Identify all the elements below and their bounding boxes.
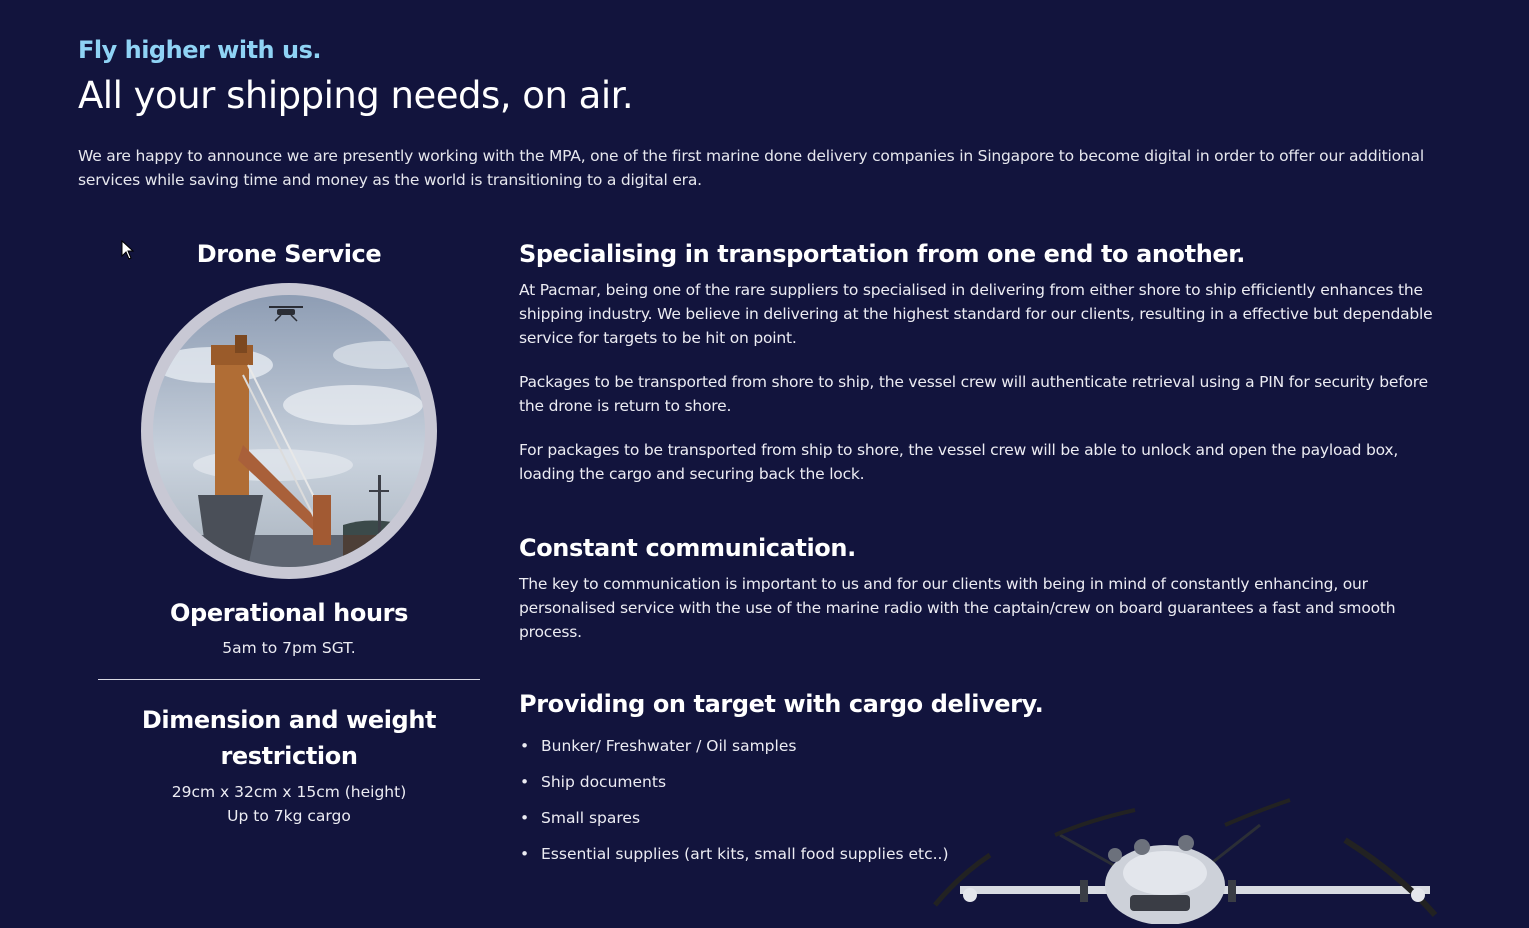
list-item-label: Essential supplies (art kits, small food supplies etc..): [541, 845, 949, 863]
transport-paragraph: For packages to be transported from ship to shore, the vessel crew will be able to unlock and open the payload box, loading the cargo and securing back the lock.: [519, 441, 1399, 483]
communication-paragraph: The key to communication is important to us and for our clients with being in mind of constantly enhancing, our personalised service with the use of the marine radio with the captain/crew on board guarantees a fast and smooth process.: [519, 575, 1396, 641]
transport-section-title: Specialising in transportation from one end to another.: [519, 240, 1246, 268]
transport-paragraph: At Pacmar, being one of the rare suppliers to specialised in delivering from either shore to ship efficiently enhances the shipping industry. We believe in delivering at the highest standard for our clients, resulting in a effective but dependable service for targets to be hit on point.: [519, 281, 1433, 347]
list-item-label: Ship documents: [541, 773, 667, 791]
list-item-label: Bunker/ Freshwater / Oil samples: [541, 737, 797, 755]
services-content: [519, 240, 1444, 878]
drone-service-panel: [98, 240, 480, 828]
drone-service-image-frame: [141, 283, 437, 579]
bullet: •: [520, 773, 530, 791]
tagline: Fly higher with us.: [78, 36, 321, 64]
weight-value: Up to 7kg cargo: [227, 807, 351, 825]
dimension-value: 29cm x 32cm x 15cm (height): [171, 783, 407, 801]
divider: [98, 679, 480, 680]
bullet: •: [520, 845, 530, 863]
drone-image: [930, 795, 1450, 924]
cargo-section-title: Providing on target with cargo delivery.: [519, 690, 1044, 718]
operational-hours-value: 5am to 7pm SGT.: [222, 639, 356, 657]
drone-service-title: Drone Service: [196, 240, 382, 268]
bullet: •: [520, 737, 530, 755]
list-item: [519, 770, 1444, 794]
transport-paragraph: Packages to be transported from shore to ship, the vessel crew will authenticate retrieval using a PIN for security before the drone is return to shore.: [519, 373, 1428, 415]
bullet: •: [520, 809, 530, 827]
page-headline: All your shipping needs, on air.: [78, 74, 634, 117]
communication-section-title: Constant communication.: [519, 534, 856, 562]
list-item-label: Small spares: [541, 809, 641, 827]
intro-paragraph: We are happy to announce we are presently working with the MPA, one of the first marine done delivery companies in Singapore to become digital in order to offer our additional services while saving time and money as the world is transitioning to a digital era.: [78, 147, 1424, 189]
drone-service-image: [153, 295, 425, 567]
operational-hours-title: Operational hours: [170, 599, 408, 627]
dimension-title: Dimension and weight restriction: [141, 706, 437, 770]
cursor-icon: [121, 240, 135, 264]
list-item: [519, 734, 1444, 758]
